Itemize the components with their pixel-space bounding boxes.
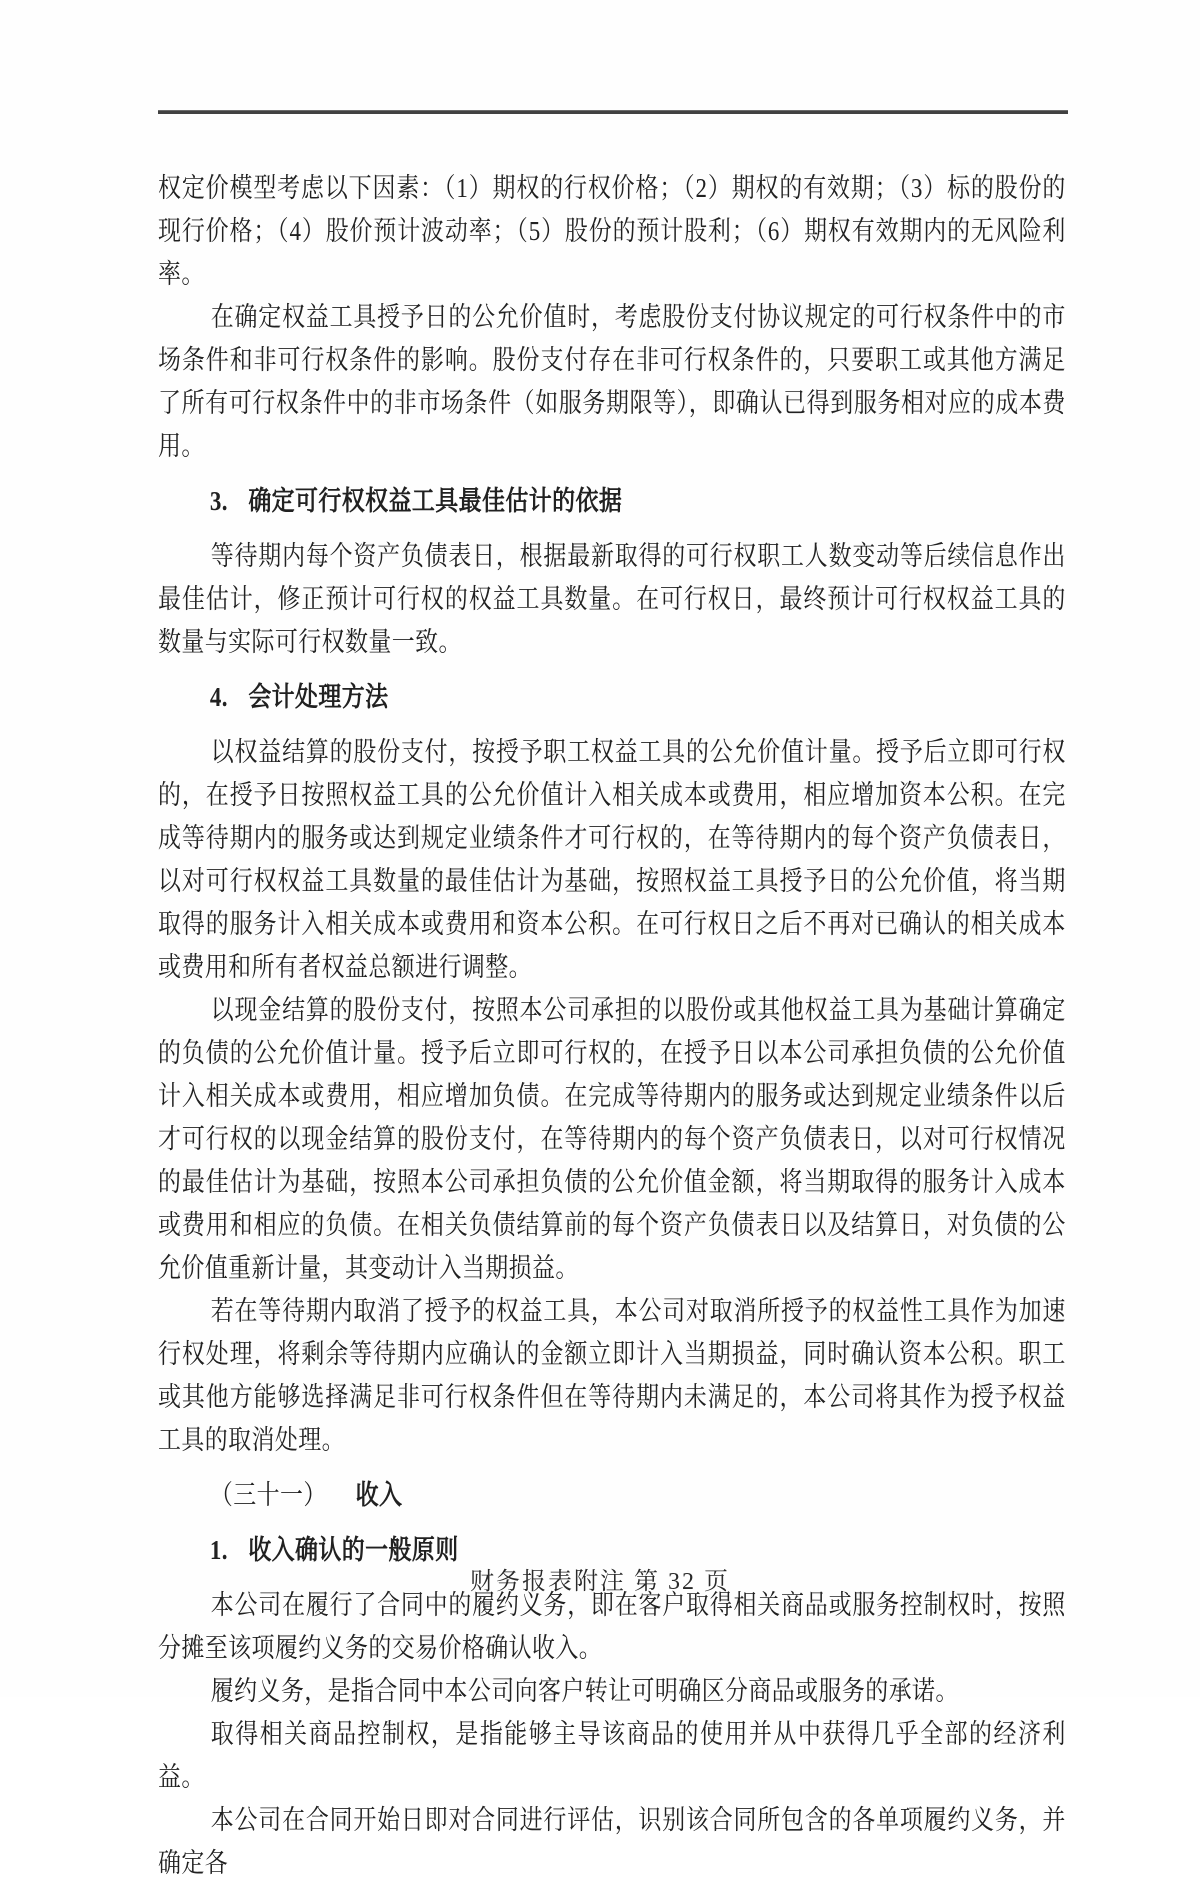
heading-number: 4. [209, 682, 228, 712]
heading-vesting-estimate-basis [158, 480, 1066, 523]
paragraph-performance-obligation: 履约义务，是指合同中本公司向客户转让可明确区分商品或服务的承诺。 [210, 1676, 959, 1706]
paragraph-vesting-estimate: 等待期内每个资产负债表日，根据最新取得的可行权职工人数变动等后续信息作出最佳估计，修正预计可行权的权益工具数量。在可行权日，最终预计可行权权益工具的数量与实际可行权数量一致。 [158, 541, 1066, 657]
paragraph-control-of-goods: 取得相关商品控制权，是指能够主导该商品的使用并从中获得几乎全部的经济利益。 [158, 1719, 1066, 1792]
document-body [158, 167, 1066, 1885]
paragraph-cancellation: 若在等待期内取消了授予的权益工具，本公司对取消所授予的权益性工具作为加速行权处理，将剩余等待期内应确认的金额立即计入当期损益，同时确认资本公积。职工或其他方能够选择满足非可行权条件但在等待期内未满足的，本公司将其作为授予权益工具的取消处理。 [158, 1296, 1066, 1455]
section-number: （三十一） [209, 1480, 327, 1510]
paragraph-option-pricing-factors: 权定价模型考虑以下因素：（1）期权的行权价格；（2）期权的有效期；（3）标的股份的现行价格；（4）股价预计波动率；（5）股份的预计股利；（6）期权有效期内的无风险利率。 [158, 173, 1066, 289]
heading-title: 会计处理方法 [248, 682, 389, 712]
heading-accounting-treatment [158, 676, 1066, 719]
section-title: 收入 [355, 1480, 403, 1510]
header-rule [158, 110, 1068, 114]
paragraph-revenue-recognition: 本公司在履行了合同中的履约义务，即在客户取得相关商品或服务控制权时，按照分摊至该项履约义务的交易价格确认收入。 [158, 1590, 1066, 1663]
heading-number: 3. [209, 486, 228, 516]
footer-text: 财务报表附注 第 32 页 [470, 1569, 730, 1595]
paragraph-equity-settled: 以权益结算的股份支付，按授予职工权益工具的公允价值计量。授予后立即可行权的，在授予日按照权益工具的公允价值计入相关成本或费用，相应增加资本公积。在完成等待期内的服务或达到规定业绩条件才可行权的，在等待期内的每个资产负债表日，以对可行权权益工具数量的最佳估计为基础，按照权益工具授予日的公允价值，将当期取得的服务计入相关成本或费用和资本公积。在可行权日之后不再对已确认的相关成本或费用和所有者权益总额进行调整。 [158, 737, 1066, 982]
heading-number: 1. [209, 1535, 228, 1565]
paragraph-contract-assessment: 本公司在合同开始日即对合同进行评估，识别该合同所包含的各单项履约义务，并确定各 [158, 1805, 1066, 1878]
page-footer [0, 1566, 1200, 1598]
paragraph-grant-date-fair-value: 在确定权益工具授予日的公允价值时，考虑股份支付协议规定的可行权条件中的市场条件和非可行权条件的影响。股份支付存在非可行权条件的，只要职工或其他方满足了所有可行权条件中的非市场条件（如服务期限等），即确认已得到服务相对应的成本费用。 [158, 302, 1066, 461]
heading-title: 确定可行权权益工具最佳估计的依据 [248, 486, 623, 516]
heading-title: 收入确认的一般原则 [248, 1535, 459, 1565]
paragraph-cash-settled: 以现金结算的股份支付，按照本公司承担的以股份或其他权益工具为基础计算确定的负债的公允价值计量。授予后立即可行权的，在授予日以本公司承担负债的公允价值计入相关成本或费用，相应增加负债。在完成等待期内的服务或达到规定业绩条件以后才可行权的以现金结算的股份支付，在等待期内的每个资产负债表日，以对可行权情况的最佳估计为基础，按照本公司承担负债的公允价值金额，将当期取得的服务计入成本或费用和相应的负债。在相关负债结算前的每个资产负债表日以及结算日，对负债的公允价值重新计量，其变动计入当期损益。 [158, 995, 1066, 1283]
heading-section-31-revenue [158, 1474, 1066, 1517]
